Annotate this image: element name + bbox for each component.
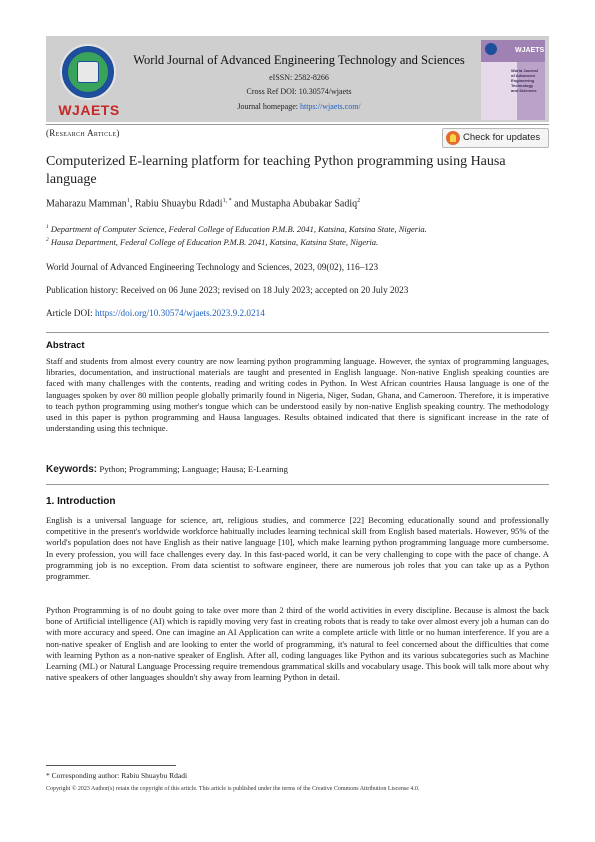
doi-link[interactable]: https://doi.org/10.30574/wjaets.2023.9.2.0214 bbox=[94, 308, 265, 318]
keywords-text: Python; Programming; Language; Hausa; E-Learning bbox=[99, 464, 288, 474]
journal-title: World Journal of Advanced Engineering Technology and Sciences bbox=[133, 53, 465, 67]
article-doi bbox=[46, 308, 265, 318]
doi-label: Article DOI: bbox=[46, 308, 93, 318]
abstract-divider-bottom bbox=[46, 484, 549, 485]
footnote-rule bbox=[46, 765, 176, 766]
check-for-updates-label: Check for updates bbox=[463, 132, 541, 143]
citation: World Journal of Advanced Engineering Technology and Sciences, 2023, 09(02), 116–123 bbox=[46, 262, 379, 272]
author-name: Rabiu Shuaybu Rdadi bbox=[134, 198, 223, 210]
journal-cover-image bbox=[481, 40, 545, 120]
keywords-label: Keywords: bbox=[46, 464, 98, 475]
abstract-heading: Abstract bbox=[46, 340, 85, 351]
section-heading: 1. Introduction bbox=[46, 496, 116, 507]
journal-logo bbox=[54, 40, 124, 118]
affiliation: $^2$ Hausa Department, Federal College of Education P.M.B. 2041, Katsina, Katsina State, Nigeria. bbox=[46, 237, 379, 247]
cover-logo-icon bbox=[485, 43, 497, 55]
journal-homepage bbox=[124, 102, 474, 111]
author-list: Maharazu Mamman$^1$, Rabiu Shuaybu Rdadi$^{1, *}$ and Mustapha Abubakar Sadiq$^2$ bbox=[46, 198, 361, 210]
author-name: Maharazu Mamman bbox=[46, 198, 127, 210]
cover-title: World Journal of Advanced Engineering Technology and Sciences bbox=[511, 68, 538, 93]
logo-text: WJAETS bbox=[58, 102, 120, 118]
article-title: Computerized E-learning platform for teaching Python programming using Hausa language bbox=[46, 154, 506, 187]
crossmark-icon bbox=[446, 131, 460, 145]
keywords bbox=[46, 464, 288, 475]
publication-history: Publication history: Received on 06 June 2023; revised on 18 July 2023; accepted on 20 July 2023 bbox=[46, 285, 409, 295]
paragraph: Python Programming is of no doubt going to take over more than 2 third of the world activities in every discipline. Because is almost the back bone of Artificial intelligence (AI) which is rapidly moving very fast in creating robots that is ready to take over almost every job a human can do with more accuracy and speed. One can imagine an AI Application can write a complete article with little or no human interference. If you are a non-native speaker of English and are looking to enter the world of programming, it's natural to feel concerned about the difficulties that come with learning Python as a non-native speaker of English. After all, coding languages like Python and its various subcategories such as Machine Learning (ML) or Natural Language Processing require tremendous grammatical skills and vocabulary usage. This book will talk more about why native speakers of other languages shouldn't shy away from learning Python in detail. bbox=[46, 605, 549, 683]
eissn: eISSN: 2582-8266 bbox=[269, 73, 329, 82]
copyright-notice: Copyright © 2023 Author(s) retain the copyright of this article. This article is published under the terms of the Creative Commons Attribution Liscense 4.0. bbox=[46, 786, 420, 792]
author-name: Mustapha Abubakar Sadiq bbox=[251, 198, 358, 210]
crossref-doi: Cross Ref DOI: 10.30574/wjaets bbox=[246, 87, 352, 96]
journal-header-banner bbox=[46, 36, 549, 122]
header-divider bbox=[46, 124, 549, 125]
homepage-link[interactable]: https://wjaets.com/ bbox=[299, 102, 361, 111]
affiliation: $^1$ Department of Computer Science, Federal College of Education P.M.B. 2041, Katsina, Katsina State, Nigeria. bbox=[46, 224, 427, 234]
cover-name: WJAETS bbox=[515, 47, 545, 54]
abstract-divider-top bbox=[46, 332, 549, 333]
abstract-body: Staff and students from almost every country are now learning python programming language. However, the syntax of programming languages, libraries, documentation, and instructional materials are taught and presented in English language. Non-native English speaking counties are faced with many challenges with the contents, reading and writing codes in Python. In West African countries Hausa language is one of the languages spoken by over 80 million people globally primarily found in Nigeria, Niger, Sudan, Ghana, and Cameroon. Therefore, it is imperative to teach python programming using mother's tongue which can be understood easily by non-native English speaking country. The methodology used in this paper is python programming and Hausa languages. Results obtained indicated that there is significant increase in the rate of understanding using this technique. bbox=[46, 356, 549, 434]
paragraph: English is a universal language for science, art, religious studies, and commerce [22] Becoming educationally sound and professionally competitive in the present's worldwide workforce habitually includes learning technical skill from English based materials. However, 95% of the world's population does not have English as their native language [10], which make learning python programming language more cumbersome. In every profession, you will face challenges every day. In this fast-paced world, it can be very challenging to cope with the pace of change. A programming job is no exception. From data scientist to software engineer, there are numerous job roles that you can take up as a Python programmer. bbox=[46, 515, 549, 582]
article-type: (Research Article) bbox=[46, 128, 120, 138]
homepage-label: Journal homepage: bbox=[237, 102, 298, 111]
check-for-updates-button[interactable] bbox=[442, 128, 549, 148]
corresponding-author-note: * Corresponding author: Rabiu Shuaybu Rdadi bbox=[46, 771, 188, 780]
